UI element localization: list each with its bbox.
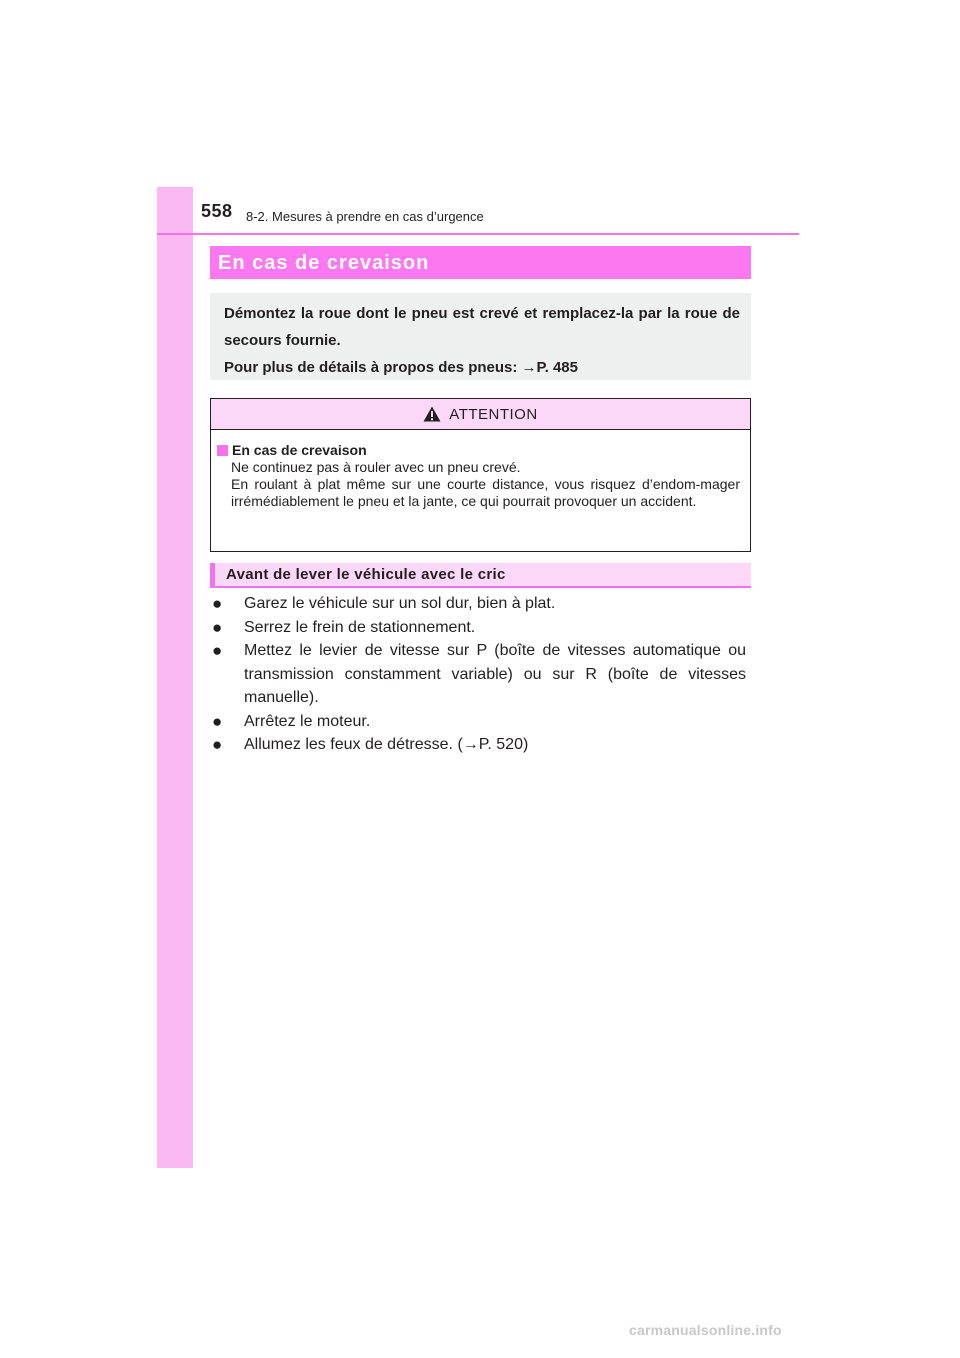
running-head: 8-2. Mesures à prendre en cas d’urgence bbox=[246, 209, 484, 224]
list-item: ● Allumez les feux de détresse. (→P. 520) bbox=[211, 733, 746, 757]
intro-line-2: Pour plus de détails à propos des pneus: →P. 485 bbox=[224, 359, 578, 376]
header-rule bbox=[157, 233, 799, 235]
warning-item-title-text: En cas de crevaison bbox=[232, 442, 367, 458]
bullet-dot-icon: ● bbox=[212, 735, 223, 754]
warning-header bbox=[211, 399, 750, 430]
list-item: ● Garez le véhicule sur un sol dur, bien à plat. bbox=[211, 592, 746, 616]
warning-text bbox=[217, 459, 740, 510]
subsection-title: Avant de lever le véhicule avec le cric bbox=[226, 566, 506, 583]
warning-paragraph: En roulant à plat même sur une courte distance, vous risquez d’endom-mager irrémédiablement le pneu et la jante, ce qui pourrait provoquer un accident. bbox=[231, 476, 740, 509]
warning-paragraph: Ne continuez pas à rouler avec un pneu crevé. bbox=[231, 459, 521, 475]
bullet-list bbox=[211, 592, 746, 757]
section-title: En cas de crevaison bbox=[210, 246, 751, 279]
warning-body bbox=[211, 430, 750, 510]
bullet-dot-icon: ● bbox=[212, 594, 223, 613]
list-item: ● Serrez le frein de stationnement. bbox=[211, 616, 746, 640]
side-tab-strip bbox=[157, 187, 193, 1168]
warning-item-title bbox=[217, 442, 740, 459]
bullet-dot-icon: ● bbox=[212, 641, 223, 660]
warning-label: ATTENTION bbox=[449, 405, 538, 423]
square-bullet-icon bbox=[217, 445, 228, 456]
warning-box bbox=[210, 398, 751, 552]
intro-line-1: Démontez la roue dont le pneu est crevé et remplacez-la par la roue de secours fournie. bbox=[224, 305, 740, 349]
subsection-heading bbox=[210, 563, 751, 588]
list-item: ● Mettez le levier de vitesse sur P (boîte de vitesses automatique ou transmission constamment variable) ou sur R (boîte de vitesses manuelle). bbox=[211, 639, 746, 710]
list-item: ● Arrêtez le moteur. bbox=[211, 710, 746, 734]
bullet-dot-icon: ● bbox=[212, 617, 223, 637]
watermark: carmanualsonline.info bbox=[629, 1322, 782, 1338]
warning-triangle-icon bbox=[423, 406, 441, 422]
subsection-accent bbox=[210, 563, 215, 586]
bullet-dot-icon: ● bbox=[212, 711, 223, 731]
intro-box bbox=[210, 293, 751, 380]
page-number: 558 bbox=[201, 201, 233, 221]
